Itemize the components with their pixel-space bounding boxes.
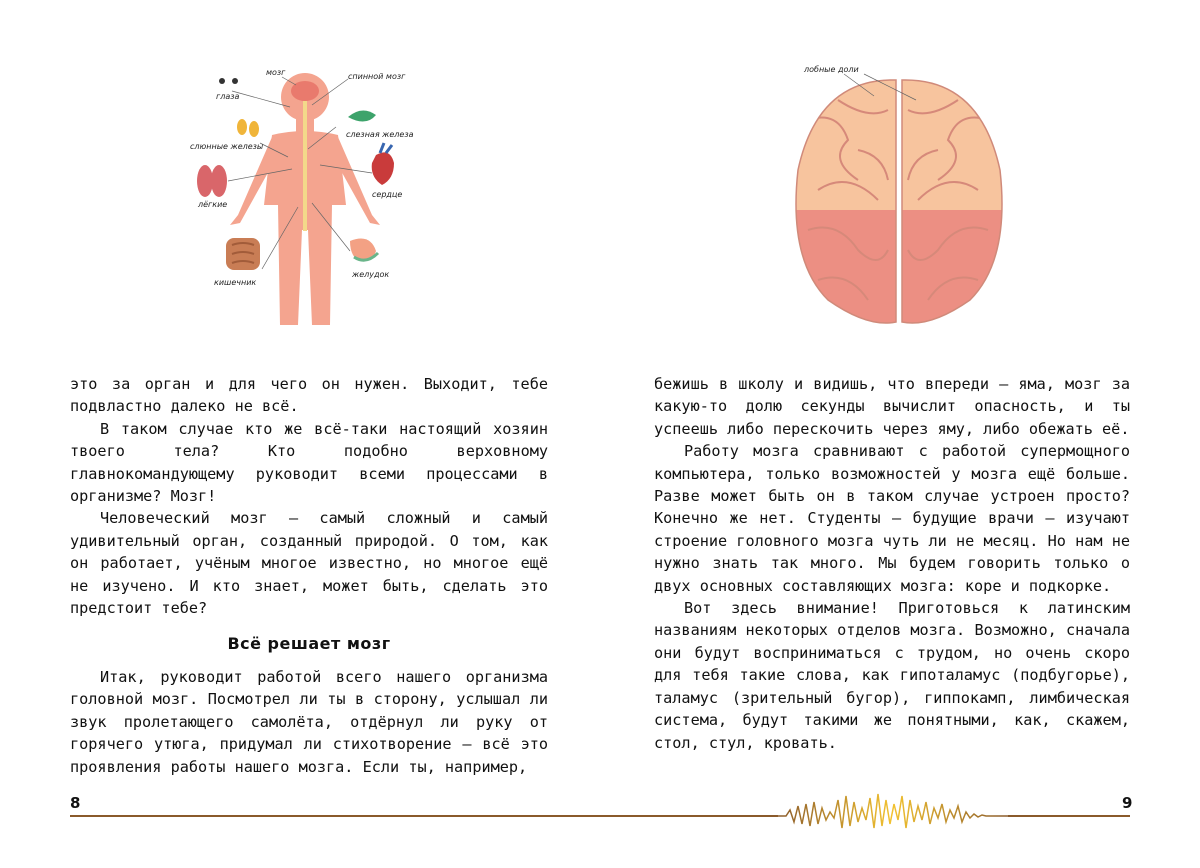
left-text-block bbox=[70, 373, 548, 778]
section-heading: Всё решает мозг bbox=[227, 634, 391, 654]
page-number: 8 bbox=[70, 794, 81, 812]
paragraph: это за орган и для чего он нужен. Выходит, тебе подвластно далеко не всё. bbox=[70, 375, 548, 416]
label-lungs: лёгкие bbox=[198, 200, 228, 209]
lungs-icon bbox=[197, 165, 227, 197]
paragraph: Итак, руководит работой всего нашего организма головной мозг. Посмотрел ли ты в сторону, услышал ли звук пролетающего самолёта, отдёрнул ли руку от горячего утюга, придумал ли стихотворение — всё это проявления работы нашего мозга. Если ты, например, bbox=[70, 667, 548, 776]
label-stomach: желудок bbox=[352, 270, 390, 279]
right-text-block bbox=[654, 373, 1130, 754]
lacrimal-gland-icon bbox=[348, 110, 376, 121]
brain-organ bbox=[291, 81, 319, 101]
label-heart: сердце bbox=[372, 190, 403, 199]
body-organs-diagram bbox=[180, 55, 430, 330]
brain-illustration bbox=[788, 60, 1010, 330]
spinal-cord bbox=[303, 101, 307, 231]
label-frontal-lobes: лобные доли bbox=[804, 65, 859, 74]
label-intestine: кишечник bbox=[214, 278, 257, 287]
label-eyes: глаза bbox=[216, 92, 240, 101]
footer-rule bbox=[70, 815, 600, 817]
footer-rule bbox=[600, 815, 778, 817]
paragraph: бежишь в школу и видишь, что впереди — яма, мозг за какую-то долю секунды вычислит опасность, и ты успеешь либо перескочить через яму, либо обежать её. bbox=[654, 375, 1130, 438]
salivary-glands-icon bbox=[237, 119, 259, 137]
intestine-icon bbox=[226, 238, 260, 270]
paragraph: Работу мозга сравнивают с работой супермощного компьютера, только возможностей у мозга ещё больше. Разве может быть он в таком случае устроен просто? Конечно же нет. Студенты — будущие врачи — изучают строение головного мозга чуть ли не месяц. Но нам не нужно знать так много. Мы будем говорить только о двух основных составляющих мозга: коре и подкорке. bbox=[654, 442, 1130, 595]
paragraph: Вот здесь внимание! Приготовься к латинским названиям некоторых отделов мозга. Возможно, сначала они будут восприниматься с трудом, но очень скоро для тебя такие слова, как гипоталамус (подбугорье), таламус (зрительный бугор), гиппокамп, лимбическая система, будут такими же понятными, как, скажем, стол, стул, кровать. bbox=[654, 599, 1130, 752]
page-number: 9 bbox=[1122, 794, 1133, 812]
label-spinal-cord: спинной мозг bbox=[348, 72, 406, 81]
brainwave-ornament bbox=[776, 790, 1008, 830]
footer-rule bbox=[1008, 815, 1130, 817]
label-brain: мозг bbox=[266, 68, 286, 77]
paragraph: В таком случае кто же всё-таки настоящий хозяин твоего тела? Кто подобно верховному главнокомандующему руководит всеми процессами в организме? Мозг! bbox=[70, 419, 548, 506]
label-lacrimal-gland: слезная железа bbox=[346, 130, 414, 139]
heart-icon bbox=[372, 143, 394, 185]
right-page bbox=[600, 0, 1200, 868]
right-hemisphere bbox=[899, 60, 1010, 330]
eyes-icon bbox=[219, 78, 238, 84]
left-hemisphere bbox=[788, 60, 899, 330]
label-salivary-glands: слюнные железы bbox=[190, 142, 264, 151]
paragraph: Человеческий мозг — самый сложный и самый удивительный орган, созданный природой. О том, как он работает, учёным многое известно, но многое ещё не изучено. И кто знает, может быть, сделать это предстоит тебе? bbox=[70, 509, 548, 618]
